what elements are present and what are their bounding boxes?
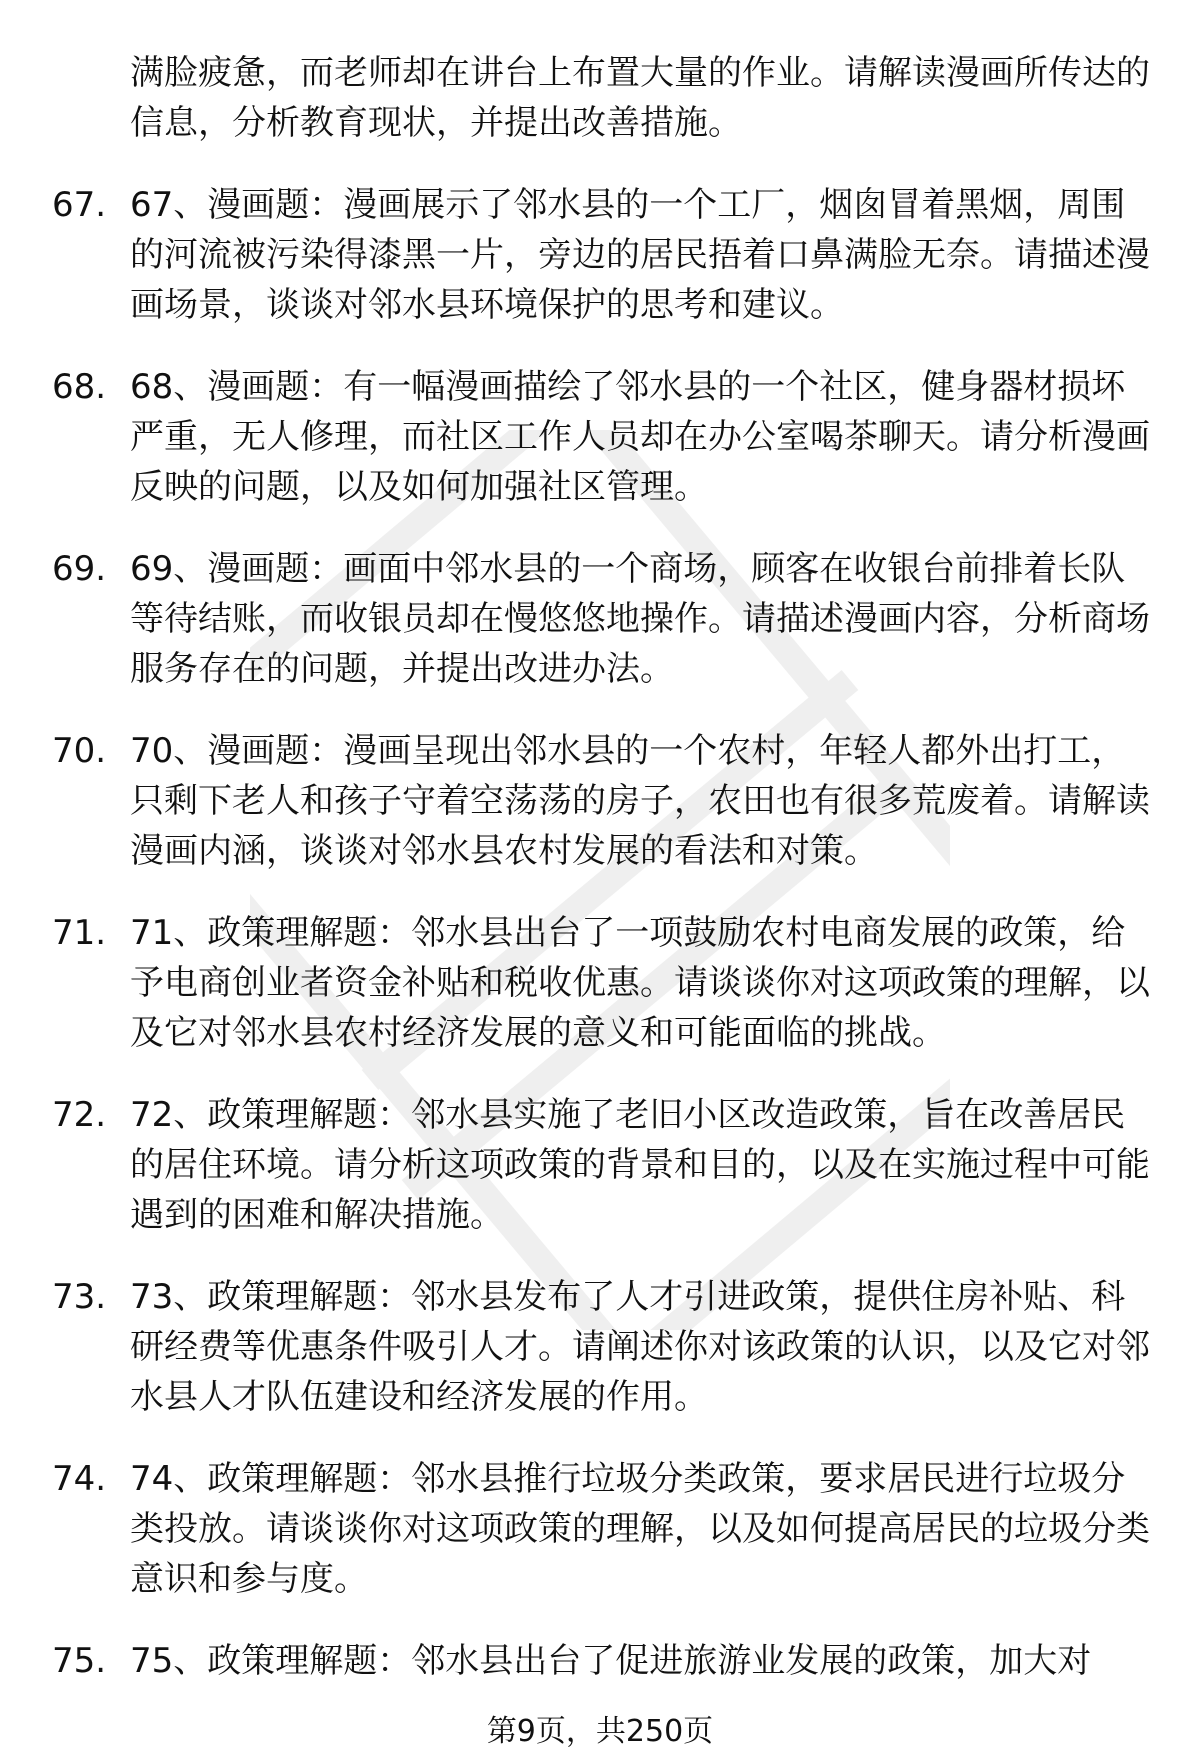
item-text: 73、政策理解题：邻水县发布了人才引进政策，提供住房补贴、科研经费等优惠条件吸引人才。请阐述你对该政策的认识，以及它对邻水县人才队伍建设和经济发展的作用。 xyxy=(130,1277,1150,1417)
question-item xyxy=(0,1272,1200,1422)
question-item xyxy=(0,362,1200,512)
item-number: 73. xyxy=(52,1277,107,1317)
question-item xyxy=(0,544,1200,694)
item-text: 70、漫画题：漫画呈现出邻水县的一个农村，年轻人都外出打工，只剩下老人和孩子守着空荡荡的房子，农田也有很多荒废着。请解读漫画内涵，谈谈对邻水县农村发展的看法和对策。 xyxy=(130,731,1150,871)
item-number: 69. xyxy=(52,549,107,589)
item-text: 68、漫画题：有一幅漫画描绘了邻水县的一个社区，健身器材损坏严重，无人修理，而社区工作人员却在办公室喝茶聊天。请分析漫画反映的问题，以及如何加强社区管理。 xyxy=(130,367,1150,507)
item-text: 75、政策理解题：邻水县出台了促进旅游业发展的政策，加大对 xyxy=(130,1641,1092,1681)
continuation-text: 满脸疲惫，而老师却在讲台上布置大量的作业。请解读漫画所传达的信息，分析教育现状，并提出改善措施。 xyxy=(130,53,1150,143)
document-body xyxy=(0,48,1200,1686)
item-number: 70. xyxy=(52,731,107,771)
item-text: 67、漫画题：漫画展示了邻水县的一个工厂，烟囱冒着黑烟，周围的河流被污染得漆黑一片，旁边的居民捂着口鼻满脸无奈。请描述漫画场景，谈谈对邻水县环境保护的思考和建议。 xyxy=(130,185,1150,325)
item-text: 69、漫画题：画面中邻水县的一个商场，顾客在收银台前排着长队等待结账，而收银员却在慢悠悠地操作。请描述漫画内容，分析商场服务存在的问题，并提出改进办法。 xyxy=(130,549,1150,689)
question-item xyxy=(0,1454,1200,1604)
item-number: 75. xyxy=(52,1641,107,1681)
question-item xyxy=(0,1636,1200,1686)
item-text: 74、政策理解题：邻水县推行垃圾分类政策，要求居民进行垃圾分类投放。请谈谈你对这项政策的理解，以及如何提高居民的垃圾分类意识和参与度。 xyxy=(130,1459,1150,1599)
item-text: 71、政策理解题：邻水县出台了一项鼓励农村电商发展的政策，给予电商创业者资金补贴和税收优惠。请谈谈你对这项政策的理解，以及它对邻水县农村经济发展的意义和可能面临的挑战。 xyxy=(130,913,1150,1053)
item-text: 72、政策理解题：邻水县实施了老旧小区改造政策，旨在改善居民的居住环境。请分析这项政策的背景和目的，以及在实施过程中可能遇到的困难和解决措施。 xyxy=(130,1095,1150,1235)
question-item xyxy=(0,726,1200,876)
question-item xyxy=(0,908,1200,1058)
page-footer: 第9页，共250页 xyxy=(486,1714,714,1749)
item-number: 68. xyxy=(52,367,107,407)
question-item xyxy=(0,1090,1200,1240)
item-number: 67. xyxy=(52,185,107,225)
item-number: 74. xyxy=(52,1459,107,1499)
question-item xyxy=(0,180,1200,330)
item-number: 72. xyxy=(52,1095,107,1135)
item-number: 71. xyxy=(52,913,107,953)
